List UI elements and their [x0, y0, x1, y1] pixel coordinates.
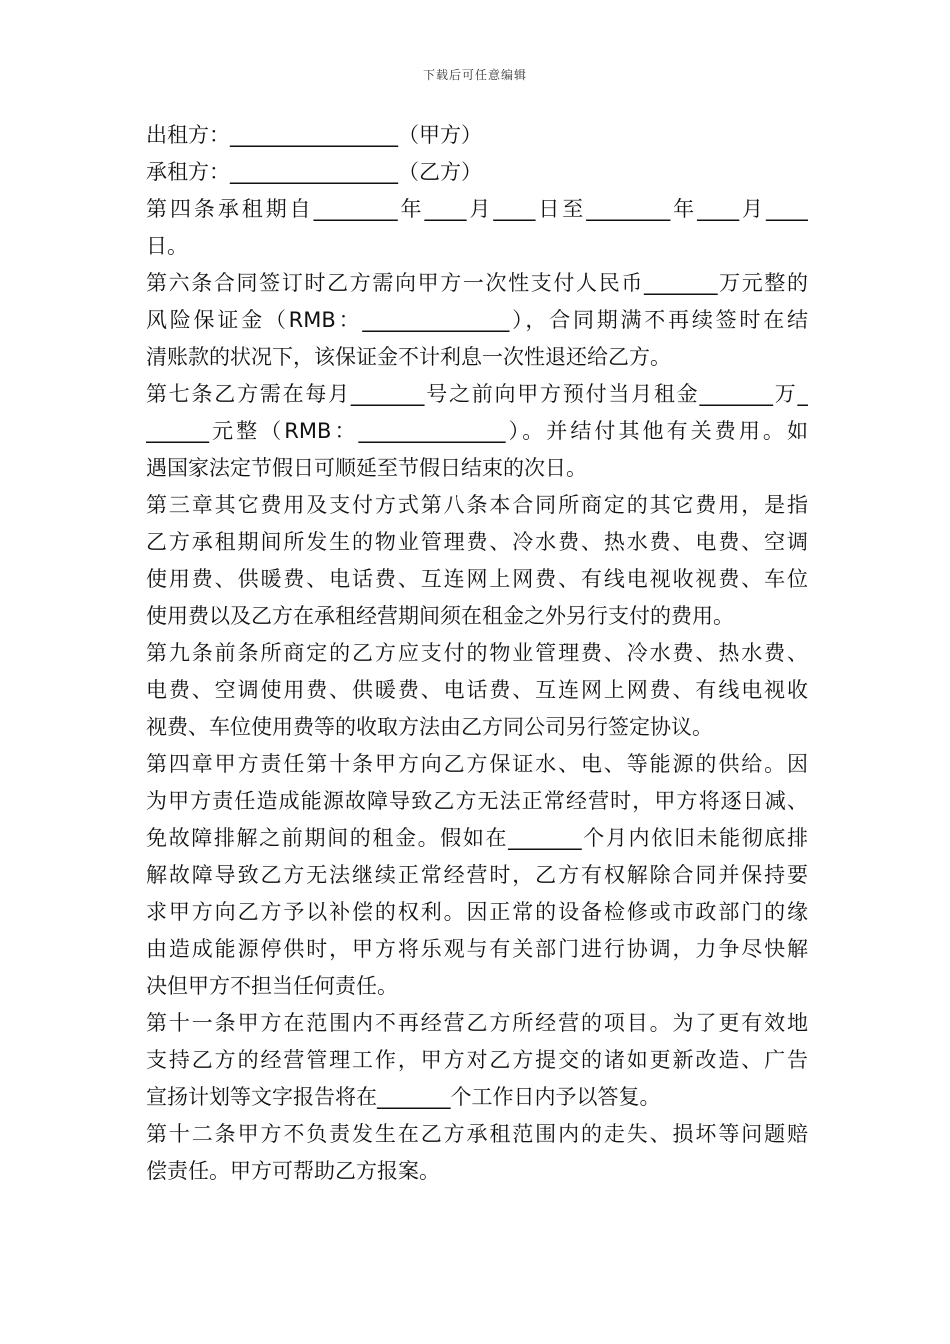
text-line: 电费、空调使用费、供暖费、电话费、互连网上网费、有线电视收	[146, 678, 808, 702]
text-line: 承租方：________________（乙方）	[146, 160, 482, 184]
document-body	[146, 117, 808, 1190]
text-line: 第九条前条所商定的乙方应支付的物业管理费、冷水费、热水费、	[146, 641, 808, 665]
text-line: 第三章其它费用及支付方式第八条本合同所商定的其它费用，是指	[146, 493, 808, 517]
text-line: 宣扬计划等文字报告将在_______个工作日内予以答复。	[146, 1085, 661, 1109]
text-line: 求甲方向乙方予以补偿的权利。因正常的设备检修或市政部门的缘	[146, 900, 808, 924]
text-line: 偿责任。甲方可帮助乙方报案。	[146, 1159, 440, 1183]
text-line: 解故障导致乙方无法继续正常经营时，乙方有权解除合同并保持要	[146, 863, 808, 887]
text-line: 出租方：________________（甲方）	[146, 123, 482, 147]
text-line: ______元整（RMB：______________）。并结付其他有关费用。如	[146, 419, 808, 443]
text-line: 决但甲方不担当任何责任。	[146, 974, 398, 998]
text-line: 第四章甲方责任第十条甲方向乙方保证水、电、等能源的供给。因	[146, 752, 808, 776]
text-line: 风险保证金（RMB：______________），合同期满不再续签时在结	[146, 308, 808, 332]
text-line: 第十二条甲方不负责发生在乙方承租范围内的走失、损坏等问题赔	[146, 1122, 808, 1146]
text-line: 第十一条甲方在范围内不再经营乙方所经营的项目。为了更有效地	[146, 1011, 808, 1035]
text-line: 日。	[146, 234, 188, 258]
text-line: 由造成能源停供时，甲方将乐观与有关部门进行协调，力争尽快解	[146, 937, 808, 961]
text-line: 使用费、供暖费、电话费、互连网上网费、有线电视收视费、车位	[146, 567, 808, 591]
text-line: 乙方承租期间所发生的物业管理费、冷水费、热水费、电费、空调	[146, 530, 808, 554]
text-line: 遇国家法定节假日可顺延至节假日结束的次日。	[146, 456, 587, 480]
text-line: 第七条乙方需在每月_______号之前向甲方预付当月租金_______万_	[146, 382, 808, 406]
text-line: 视费、车位使用费等的收取方法由乙方同公司另行签定协议。	[146, 715, 713, 739]
text-line: 第六条合同签订时乙方需向甲方一次性支付人民币_______万元整的	[146, 271, 808, 295]
text-line: 清账款的状况下，该保证金不计利息一次性退还给乙方。	[146, 345, 671, 369]
text-line: 使用费以及乙方在承租经营期间须在租金之外另行支付的费用。	[146, 604, 734, 628]
text-line: 为甲方责任造成能源故障导致乙方无法正常经营时，甲方将逐日减、	[146, 789, 808, 813]
page-header: 下载后可任意编辑	[422, 68, 527, 82]
text-line: 支持乙方的经营管理工作，甲方对乙方提交的诸如更新改造、广告	[146, 1048, 808, 1072]
text-line: 第四条承租期自________年____月____日至________年____月____	[146, 197, 808, 221]
text-line: 免故障排解之前期间的租金。假如在_______个月内依旧未能彻底排	[146, 826, 808, 850]
